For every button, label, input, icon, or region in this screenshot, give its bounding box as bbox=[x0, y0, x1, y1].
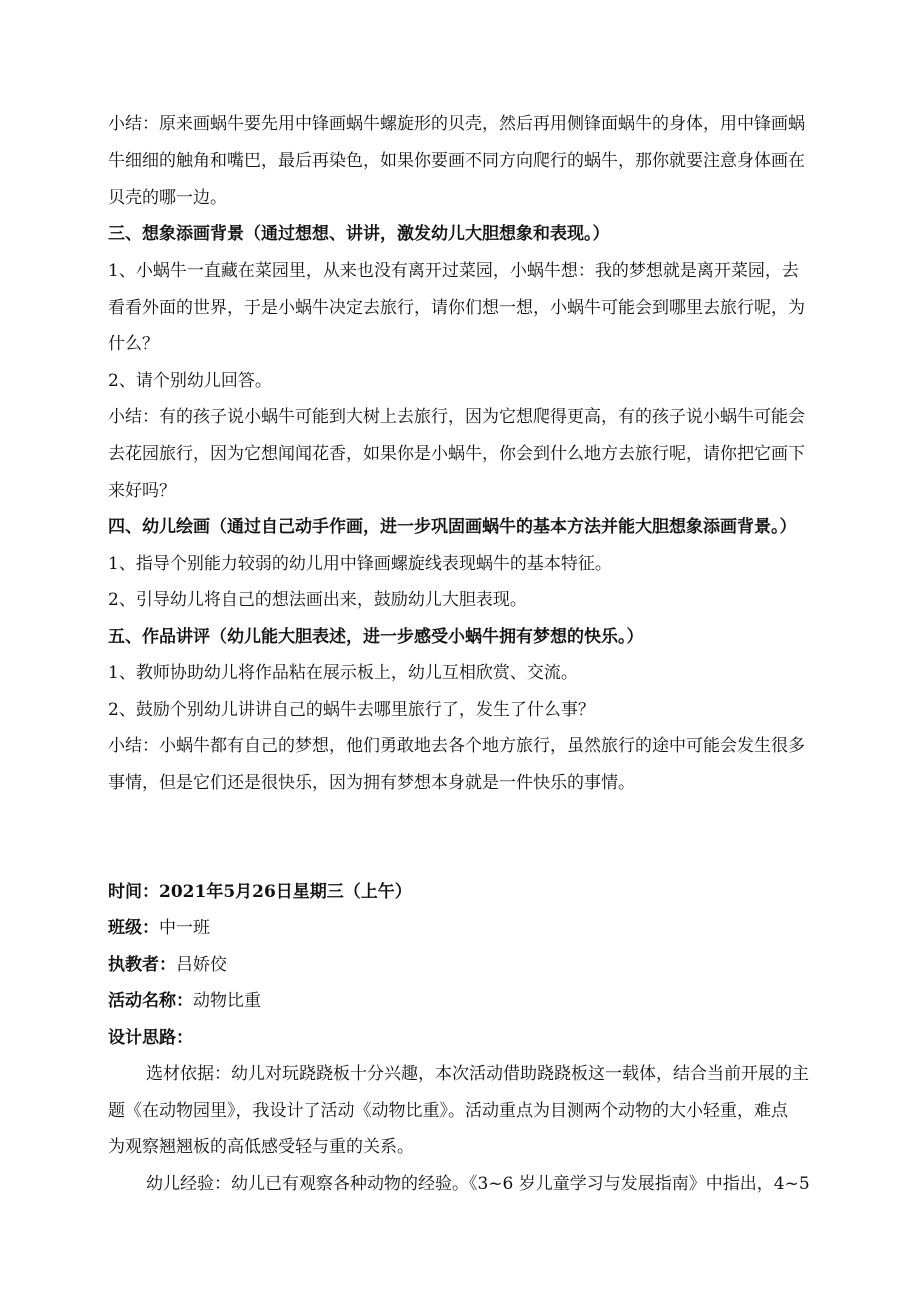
section-heading-4: 四、幼儿绘画（通过自己动手作画，进一步巩固画蜗牛的基本方法并能大胆想象添画背景。） bbox=[108, 517, 797, 537]
lesson-class bbox=[108, 917, 820, 939]
design-label: 设计思路： bbox=[108, 1028, 193, 1048]
list-item: 2、引导幼儿将自己的想法画出来，鼓励幼儿大胆表现。 bbox=[108, 590, 527, 610]
list-item: 1、教师协助幼儿将作品粘在展示板上，幼儿互相欣赏、交流。 bbox=[108, 663, 578, 683]
basis-paragraph-line: 题《在动物园里》，我设计了活动《动物比重》。活动重点为目测两个动物的大小轻重，难点 bbox=[108, 1101, 788, 1121]
summary-paragraph-line: 牛细细的触角和嘴巴，最后再染色，如果你要画不同方向爬行的蜗牛，那你就要注意身体画在 bbox=[108, 151, 805, 171]
activity-label: 活动名称： bbox=[108, 991, 193, 1011]
lesson-time bbox=[108, 881, 820, 903]
basis-paragraph-line: 选材依据：幼儿对玩跷跷板十分兴趣，本次活动借助跷跷板这一载体，结合当前开展的主 bbox=[146, 1064, 809, 1084]
section-heading-3: 三、想象添画背景（通过想想、讲讲，激发幼儿大胆想象和表现。） bbox=[108, 224, 610, 244]
lesson-teacher bbox=[108, 954, 820, 976]
time-label: 时间： bbox=[108, 882, 159, 902]
summary-paragraph-line: 小结：有的孩子说小蜗牛可能到大树上去旅行，因为它想爬得更高，有的孩子说小蜗牛可能会 bbox=[108, 407, 805, 427]
list-item: 1、指导个别能力较弱的幼儿用中锋画螺旋线表现蜗牛的基本特征。 bbox=[108, 554, 612, 574]
class-label: 班级： bbox=[108, 918, 159, 938]
list-item: 2、鼓励个别幼儿讲讲自己的蜗牛去哪里旅行了，发生了什么事？ bbox=[108, 700, 595, 720]
list-item-line: 什么？ bbox=[108, 334, 159, 354]
list-item-line: 看看外面的世界，于是小蜗牛决定去旅行，请你们想一想，小蜗牛可能会到哪里去旅行呢，为 bbox=[108, 298, 805, 318]
teacher-label: 执教者： bbox=[108, 955, 176, 975]
summary-paragraph-line: 事情，但是它们还是很快乐，因为拥有梦想本身就是一件快乐的事情。 bbox=[108, 773, 635, 793]
class-value: 中一班 bbox=[159, 918, 210, 938]
section-heading-5: 五、作品讲评（幼儿能大胆表述，进一步感受小蜗牛拥有梦想的快乐。） bbox=[108, 627, 644, 647]
list-item: 2、请个别幼儿回答。 bbox=[108, 371, 272, 391]
time-value: 2021年5月26日星期三（上午） bbox=[159, 882, 412, 902]
summary-paragraph-line: 小结：小蜗牛都有自己的梦想，他们勇敢地去各个地方旅行，虽然旅行的途中可能会发生很多 bbox=[108, 736, 805, 756]
summary-paragraph-line: 贝壳的哪一边。 bbox=[108, 188, 227, 208]
basis-paragraph-line: 为观察翘翘板的高低感受轻与重的关系。 bbox=[108, 1137, 414, 1157]
activity-value: 动物比重 bbox=[193, 991, 261, 1011]
summary-paragraph-line: 小结：原来画蜗牛要先用中锋画蜗牛螺旋形的贝壳，然后再用侧锋面蜗牛的身体，用中锋画蜗 bbox=[108, 114, 805, 134]
summary-paragraph-line: 来好吗？ bbox=[108, 481, 176, 501]
experience-paragraph-line: 幼儿经验：幼儿已有观察各种动物的经验。《3~6 岁儿童学习与发展指南》中指出，4~5 bbox=[146, 1174, 810, 1194]
teacher-value: 吕娇佼 bbox=[176, 955, 227, 975]
summary-paragraph-line: 去花园旅行，因为它想闻闻花香，如果你是小蜗牛，你会到什么地方去旅行呢，请你把它画下 bbox=[108, 444, 805, 464]
list-item-line: 1、小蜗牛一直藏在菜园里，从来也没有离开过菜园，小蜗牛想：我的梦想就是离开菜园，去 bbox=[108, 261, 799, 281]
lesson-activity bbox=[108, 990, 820, 1012]
